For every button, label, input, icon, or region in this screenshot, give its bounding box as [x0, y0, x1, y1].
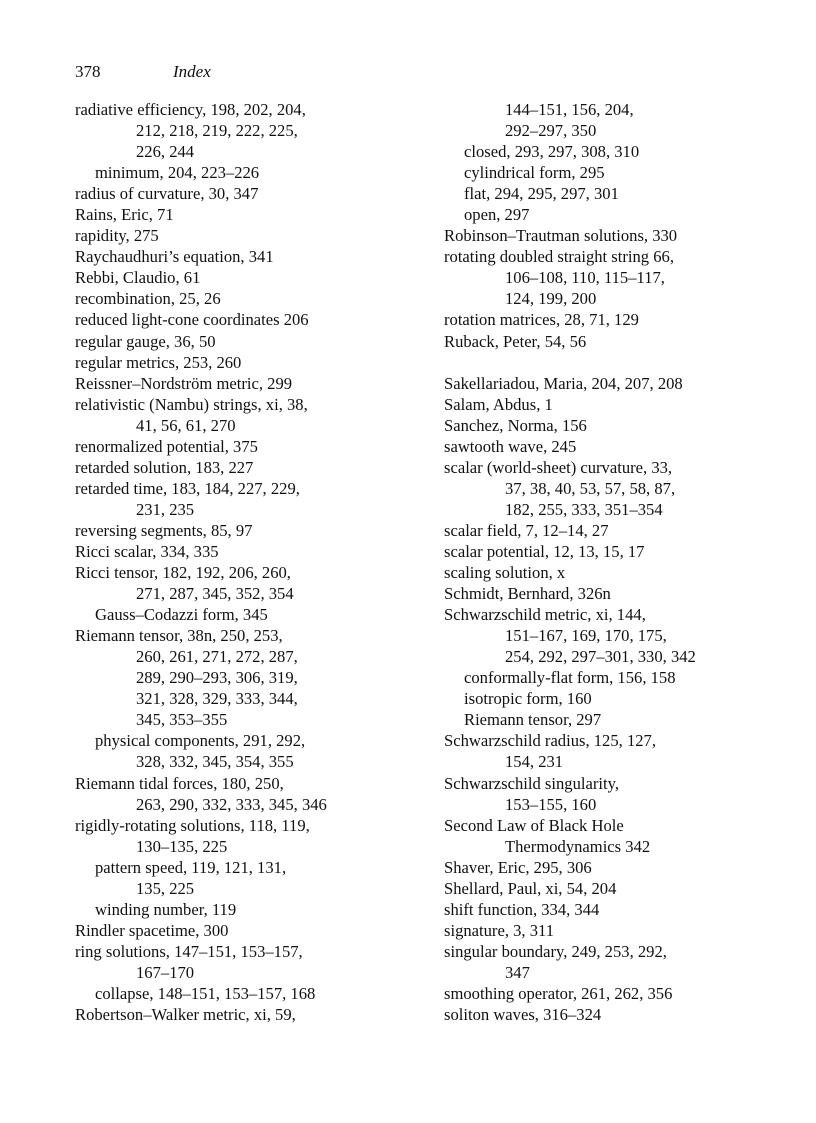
index-entry: Robinson–Trautman solutions, 330 [444, 226, 678, 246]
index-subentry: minimum, 204, 223–226 [95, 163, 260, 183]
index-entry: ring solutions, 147–151, 153–157, [75, 941, 303, 961]
index-entry: radiative efficiency, 198, 202, 204, [75, 100, 306, 119]
index-continuation: 347 [505, 962, 530, 982]
index-entry: radius of curvature, 30, 347 [75, 184, 259, 204]
index-subentry: conformally-flat form, 156, 158 [464, 668, 676, 688]
index-continuation: Thermodynamics 342 [505, 836, 651, 856]
page-number: 378 [75, 62, 101, 81]
index-continuation: 106–108, 110, 115–117, [505, 268, 665, 288]
index-continuation: 41, 56, 61, 270 [136, 415, 236, 435]
index-entry: Riemann tensor, 38n, 250, 253, [75, 626, 283, 646]
index-entry: Second Law of Black Hole [444, 815, 624, 835]
index-entry: Riemann tidal forces, 180, 250, [75, 773, 284, 793]
index-entry: reduced light-cone coordinates 206 [75, 310, 309, 330]
index-continuation: 37, 38, 40, 53, 57, 58, 87, [505, 478, 676, 498]
index-entry: Ricci scalar, 334, 335 [75, 541, 219, 561]
index-continuation: 144–151, 156, 204, [505, 100, 634, 119]
index-entry: rapidity, 275 [75, 226, 159, 246]
index-entry: retarded time, 183, 184, 227, 229, [75, 478, 300, 498]
index-entry: regular gauge, 36, 50 [75, 331, 216, 351]
index-subentry: flat, 294, 295, 297, 301 [464, 184, 619, 204]
index-entry: Ruback, Peter, 54, 56 [444, 331, 587, 351]
index-continuation: 289, 290–293, 306, 319, [136, 668, 298, 688]
index-continuation: 212, 218, 219, 222, 225, [136, 121, 298, 141]
index-subentry: physical components, 291, 292, [95, 731, 306, 751]
index-entry: retarded solution, 183, 227 [75, 457, 254, 477]
index-subentry: closed, 293, 297, 308, 310 [464, 142, 640, 162]
index-continuation: 153–155, 160 [505, 794, 597, 814]
index-continuation: 271, 287, 345, 352, 354 [136, 584, 294, 604]
index-subentry: Riemann tensor, 297 [464, 710, 602, 730]
index-entry: shift function, 334, 344 [444, 899, 600, 919]
index-subentry: cylindrical form, 295 [464, 163, 605, 183]
index-entry: Rebbi, Claudio, 61 [75, 268, 201, 288]
index-continuation: 151–167, 169, 170, 175, [505, 626, 667, 646]
index-column-left [75, 99, 420, 1025]
index-continuation: 254, 292, 297–301, 330, 342 [505, 647, 696, 667]
index-entry: signature, 3, 311 [444, 920, 554, 940]
index-column-right [444, 99, 789, 1025]
index-subentry: collapse, 148–151, 153–157, 168 [95, 983, 316, 1003]
index-entry: Robertson–Walker metric, xi, 59, [75, 1005, 296, 1025]
index-entry: recombination, 25, 26 [75, 289, 221, 309]
index-entry: Shellard, Paul, xi, 54, 204 [444, 878, 617, 898]
index-entry: rotating doubled straight string 66, [444, 247, 674, 267]
index-continuation: 321, 328, 329, 333, 344, [136, 689, 298, 709]
index-entry: Rains, Eric, 71 [75, 205, 174, 225]
index-entry: Ricci tensor, 182, 192, 206, 260, [75, 563, 291, 583]
index-entry: soliton waves, 316–324 [444, 1005, 602, 1025]
index-continuation: 124, 199, 200 [505, 289, 597, 309]
index-subentry: winding number, 119 [95, 899, 237, 919]
index-entry: sawtooth wave, 245 [444, 436, 577, 456]
index-continuation: 167–170 [136, 962, 195, 982]
index-entry: renormalized potential, 375 [75, 436, 258, 456]
index-continuation: 345, 353–355 [136, 710, 228, 730]
index-continuation: 260, 261, 271, 272, 287, [136, 647, 298, 667]
index-entry: Rindler spacetime, 300 [75, 920, 229, 940]
index-entry: rigidly-rotating solutions, 118, 119, [75, 815, 310, 835]
index-continuation: 182, 255, 333, 351–354 [505, 499, 663, 519]
index-continuation: 154, 231 [505, 752, 564, 772]
index-entry: Salam, Abdus, 1 [444, 394, 553, 414]
index-entry: reversing segments, 85, 97 [75, 520, 253, 540]
index-entry: relativistic (Nambu) strings, xi, 38, [75, 394, 308, 414]
page-header [75, 61, 211, 83]
index-entry: smoothing operator, 261, 262, 356 [444, 983, 673, 1003]
index-continuation: 135, 225 [136, 878, 195, 898]
index-entry: Shaver, Eric, 295, 306 [444, 857, 592, 877]
index-entry: Sakellariadou, Maria, 204, 207, 208 [444, 373, 683, 393]
index-continuation: 263, 290, 332, 333, 345, 346 [136, 794, 327, 814]
index-subentry: open, 297 [464, 205, 530, 225]
index-entry: Schwarzschild radius, 125, 127, [444, 731, 656, 751]
index-continuation: 226, 244 [136, 142, 195, 162]
index-entry: Schmidt, Bernhard, 326n [444, 584, 611, 604]
index-subentry: Gauss–Codazzi form, 345 [95, 605, 268, 625]
index-continuation: 328, 332, 345, 354, 355 [136, 752, 294, 772]
index-entry: singular boundary, 249, 253, 292, [444, 941, 667, 961]
running-title: Index [173, 62, 211, 81]
index-continuation: 292–297, 350 [505, 121, 597, 141]
section-gap [444, 352, 789, 373]
index-entry: Reissner–Nordström metric, 299 [75, 373, 293, 393]
index-entry: Schwarzschild metric, xi, 144, [444, 605, 646, 625]
index-entry: Sanchez, Norma, 156 [444, 415, 587, 435]
index-continuation: 231, 235 [136, 499, 195, 519]
index-entry: Schwarzschild singularity, [444, 773, 619, 793]
index-continuation: 130–135, 225 [136, 836, 228, 856]
index-entry: regular metrics, 253, 260 [75, 352, 242, 372]
index-entry: scaling solution, x [444, 563, 566, 583]
index-entry: scalar potential, 12, 13, 15, 17 [444, 541, 645, 561]
index-subentry: isotropic form, 160 [464, 689, 592, 709]
index-entry: rotation matrices, 28, 71, 129 [444, 310, 639, 330]
index-entry: scalar (world-sheet) curvature, 33, [444, 457, 673, 477]
index-entry: Raychaudhuri’s equation, 341 [75, 247, 274, 267]
index-subentry: pattern speed, 119, 121, 131, [95, 857, 287, 877]
index-entry: scalar field, 7, 12–14, 27 [444, 520, 609, 540]
